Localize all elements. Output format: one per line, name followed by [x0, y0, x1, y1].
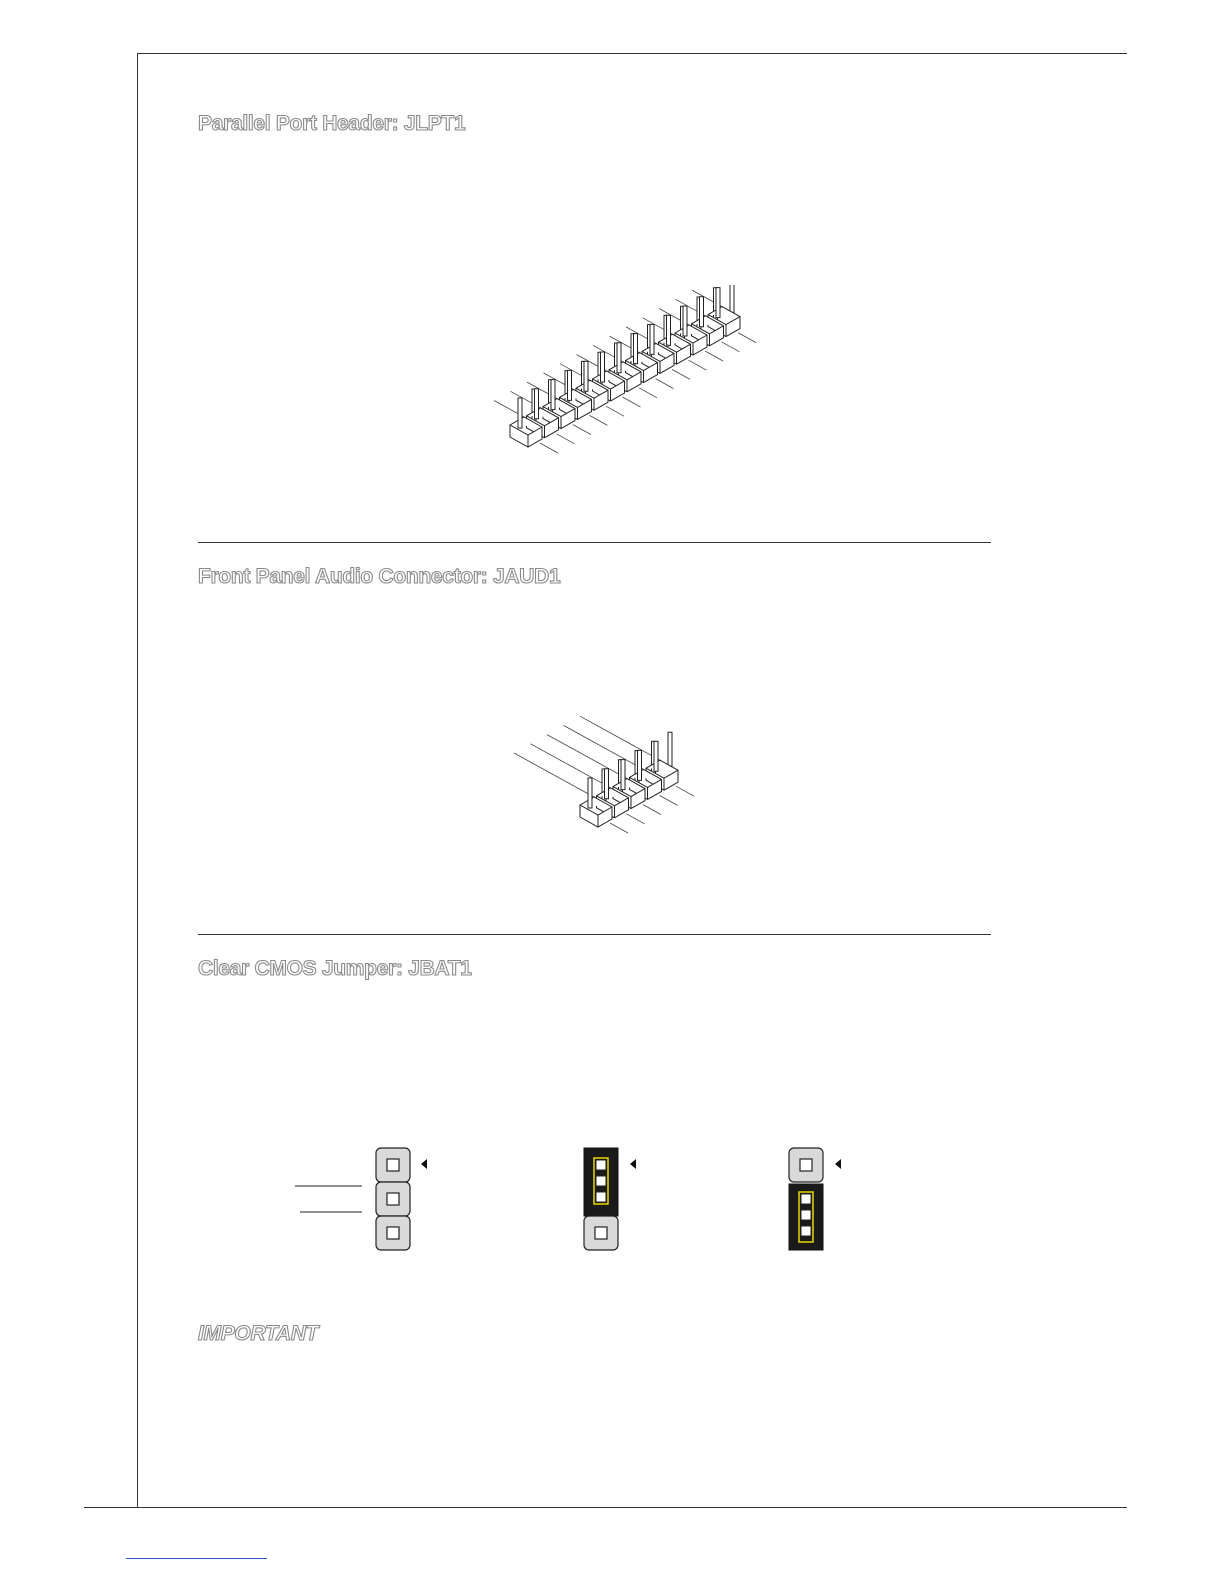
- header-pin: [683, 306, 687, 336]
- section-heading-cmos: Clear CMOS Jumper: JBAT1: [198, 957, 472, 980]
- jbat-keep-data-diagram: [575, 1140, 655, 1255]
- header-pin: [634, 334, 638, 364]
- header-pin: [601, 352, 605, 382]
- page-frame-top-rule: [137, 53, 1127, 54]
- lpt-header-diagram: [470, 285, 760, 480]
- jbat-pin-diagram: [290, 1140, 440, 1255]
- jumper-pin-1: [789, 1148, 823, 1182]
- header-pin: [617, 343, 621, 373]
- section-divider-1: [198, 542, 991, 543]
- header-pin: [730, 285, 734, 313]
- header-pin: [518, 398, 522, 428]
- header-pin: [716, 288, 720, 318]
- section-divider-2: [198, 934, 991, 935]
- page-frame-bottom-rule: [84, 1507, 1127, 1508]
- page-frame-left-rule: [137, 53, 138, 1508]
- header-pin: [584, 361, 588, 391]
- triangle-left-icon: [835, 1159, 841, 1169]
- header-pin: [588, 778, 592, 808]
- aud-header-diagram: [460, 700, 710, 840]
- jumper-pin-3: [584, 1216, 618, 1250]
- header-pin: [551, 380, 555, 410]
- triangle-left-icon: [421, 1159, 427, 1169]
- triangle-left-icon: [630, 1159, 636, 1169]
- jumper-pin-2: [376, 1182, 410, 1216]
- section-heading-aud: Front Panel Audio Connector: JAUD1: [198, 565, 561, 588]
- header-pins-icon: [494, 285, 756, 453]
- jumper-pin-3: [376, 1216, 410, 1250]
- section-heading-lpt: Parallel Port Header: JLPT1: [198, 112, 466, 135]
- header-pin: [621, 760, 625, 790]
- header-pin: [668, 732, 672, 766]
- header-pin: [700, 297, 704, 327]
- header-pin: [605, 769, 609, 799]
- header-pin: [638, 750, 642, 780]
- header-pins-icon: [514, 716, 694, 833]
- jbat-clear-data-diagram: [780, 1140, 860, 1255]
- header-pin: [535, 389, 539, 419]
- header-pin: [650, 324, 654, 354]
- header-pin: [654, 741, 658, 771]
- header-pin: [667, 315, 671, 345]
- jumper-pin-1: [376, 1148, 410, 1182]
- important-heading: IMPORTANT: [198, 1322, 319, 1345]
- footer-link-underline[interactable]: [126, 1558, 267, 1559]
- header-pin: [568, 370, 572, 400]
